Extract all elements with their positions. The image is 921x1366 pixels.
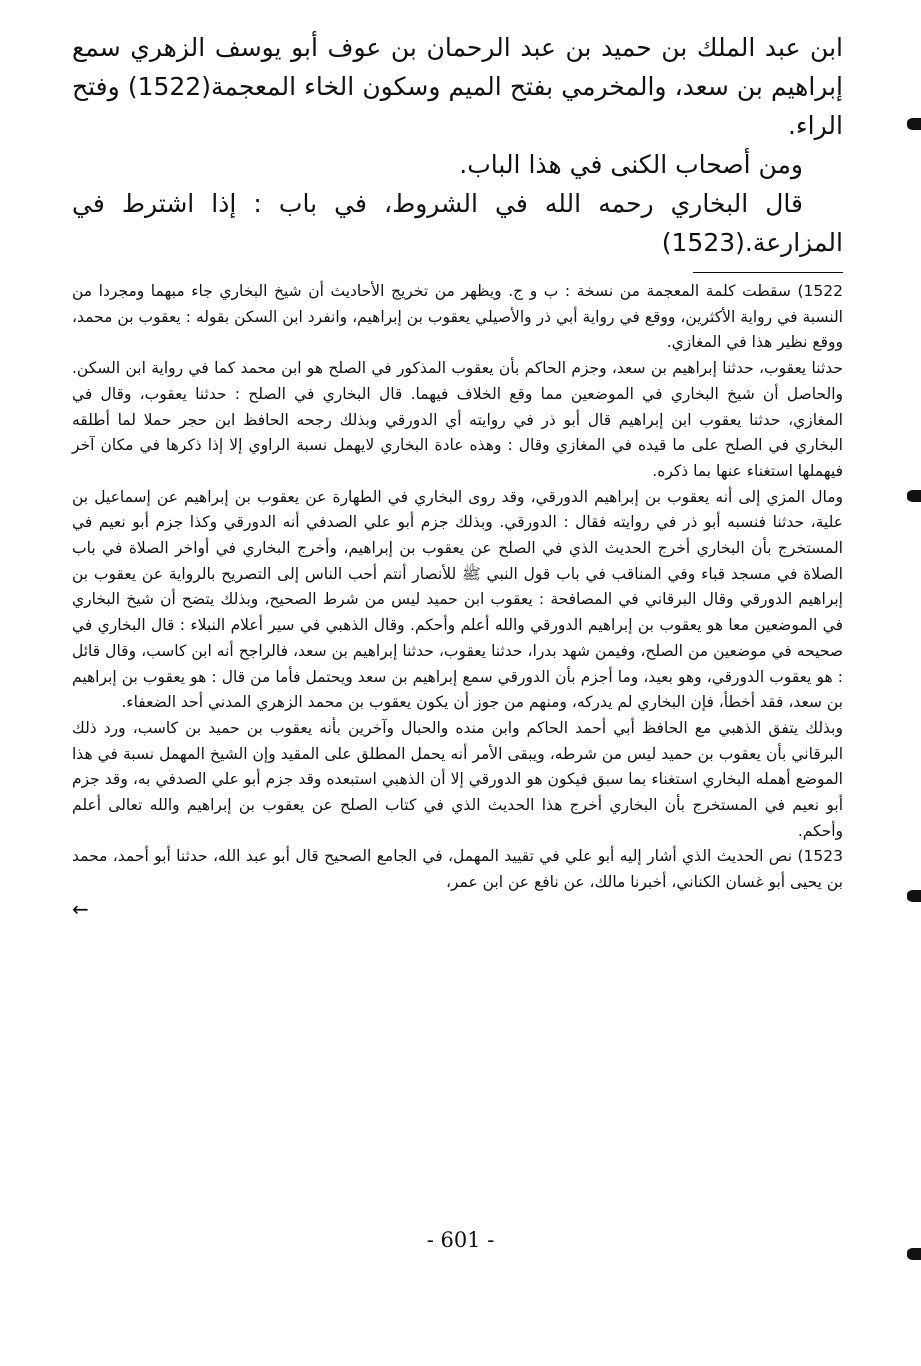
margin-tab-mark-icon xyxy=(907,118,921,130)
footnote-1522-paragraph-2: حدثنا يعقوب، حدثنا إبراهيم بن سعد، وجزم الحاكم بأن يعقوب المذكور في الصلح هو ابن محمد كما في رواية ابن السكن. والحاصل أن شيخ البخاري في الموضعين مما وقع الخلاف فيهما. قال البخاري في الصلح : حدثنا يعقوب، وقال في المغازي، حدثنا يعقوب ابن إبراهيم قال أبو ذر في روايته أي الدورقي وبذلك رجحه الحافظ ابن حجر حملا لما أطلقه البخاري في الصلح على ما قيده في المغازي وقال : وهذه عادة البخاري لايهمل نسبة الراوي إلا إذا ذكرها في مكان آخر فيهملها استغناء عنها بما ذكره. xyxy=(72,359,843,480)
footnote-1522-paragraph-3: ومال المزي إلى أنه يعقوب بن إبراهيم الدورقي، وقد روى البخاري في الطهارة عن يعقوب بن إبراهيم عن إسماعيل بن علية، حدثنا فنسبه أبو ذر في روايته فقال : الدورقي. وبذلك جزم أبو علي الصدفي أنه الدورقي وكذا جزم أبو نعيم في المستخرج بأن البخاري أخرج الحديث الذي في الصلح عن يعقوب بن إبراهيم، وأخرج البخاري في أواخر الصلاة في باب الصلاة في مسجد قباء وفي المناقب في باب قول النبي ﷺ للأنصار أنتم أحب الناس إلى التصريح بالرواية عن يعقوب بن إبراهيم الدورقي وقال البرقاني في المصافحة : يعقوب ابن حميد ليس من شرط الصحيح، وبذلك يتضح أن شيخ البخاري في الموضعين معا هو يعقوب بن إبراهيم الدورقي والله أعلم وأحكم. وقال الذهبي في سير أعلام النبلاء : قال البخاري في صحيحه في موضعين من الصلح، وفيمن شهد بدرا، حدثنا يعقوب، حدثنا إبراهيم بن سعد، فالراجح أنه ابن كاسب، وقال قائل : هو يعقوب الدورقي، وهو بعيد، وما أجزم بأن الدورقي سمع إبراهيم بن سعد ويحتمل فأما من قال : هو يعقوب بن إبراهيم بن سعد، فقد أخطأ، فإن البخاري لم يدركه، ومنهم من جوز أن يكون يعقوب بن محمد الزهري المدني أحد الضعفاء. xyxy=(72,487,843,712)
footnote-1522 xyxy=(72,279,843,844)
footnote-1523 xyxy=(72,844,843,921)
footnotes xyxy=(72,279,843,922)
main-text xyxy=(72,28,843,262)
continued-arrow-icon: ← xyxy=(72,896,89,921)
page xyxy=(72,28,843,1366)
page-number: - 601 - xyxy=(426,1228,495,1252)
main-paragraph-3: قال البخاري رحمه الله في الشروط، في باب : إذا اشترط في المزارعة.(1523) xyxy=(72,189,843,257)
footnote-1522-paragraph-4: وبذلك يتفق الذهبي مع الحافظ أبي أحمد الحاكم وابن منده والحبال وآخرين بأنه يعقوب بن حميد بن كاسب، ورد ذلك البرقاني بأن يعقوب بن حميد ليس من شرطه، ويبقى الأمر أنه يحمل المطلق على المقيد وإن الشيخ المهمل نسبة في هذا الموضع أهمله البخاري استغناء بما سبق فيكون هو الدورقي إلا أن الذهبي استبعده وقد جزم أبو علي الصدفي به، وقد جزم أبو نعيم في المستخرج بأن البخاري أخرج هذا الحديث الذي في كتاب الصلح عن يعقوب بن إبراهيم والله تعالى أعلم وأحكم. xyxy=(72,718,843,840)
footnote-number-1523: 1523) xyxy=(797,847,843,866)
main-paragraph-1: ابن عبد الملك بن حميد بن عبد الرحمان بن عوف أبو يوسف الزهري سمع إبراهيم بن سعد، والمخرمي بفتح الميم وسكون الخاء المعجمة(1522) وفتح الراء. xyxy=(72,33,843,140)
margin-tab-mark-icon xyxy=(907,490,921,502)
main-paragraph-2: ومن أصحاب الكنى في هذا الباب. xyxy=(459,150,803,179)
footnote-separator xyxy=(693,272,843,273)
footnote-1522-paragraph-1: سقطت كلمة المعجمة من نسخة : ب و ج. ويظهر من تخريج الأحاديث أن شيخ البخاري جاء مبهما ومجردا من النسبة في رواية الأكثرين، ووقع في رواية أبي ذر والأصيلي يعقوب بن إبراهيم، وانفرد ابن السكن بقوله : يعقوب بن محمد، ووقع نظير هذا في المغازي. xyxy=(72,282,843,352)
footnote-1523-text: نص الحديث الذي أشار إليه أبو علي في تقييد المهمل، في الجامع الصحيح قال أبو عبد الله، حدثنا أبو أحمد، محمد بن يحيى أبو غسان الكناني، أخبرنا مالك، عن نافع عن ابن عمر، xyxy=(72,847,843,892)
margin-tab-mark-icon xyxy=(907,1248,921,1260)
footnote-number-1522: 1522) xyxy=(797,282,843,300)
margin-tab-mark-icon xyxy=(907,890,921,902)
